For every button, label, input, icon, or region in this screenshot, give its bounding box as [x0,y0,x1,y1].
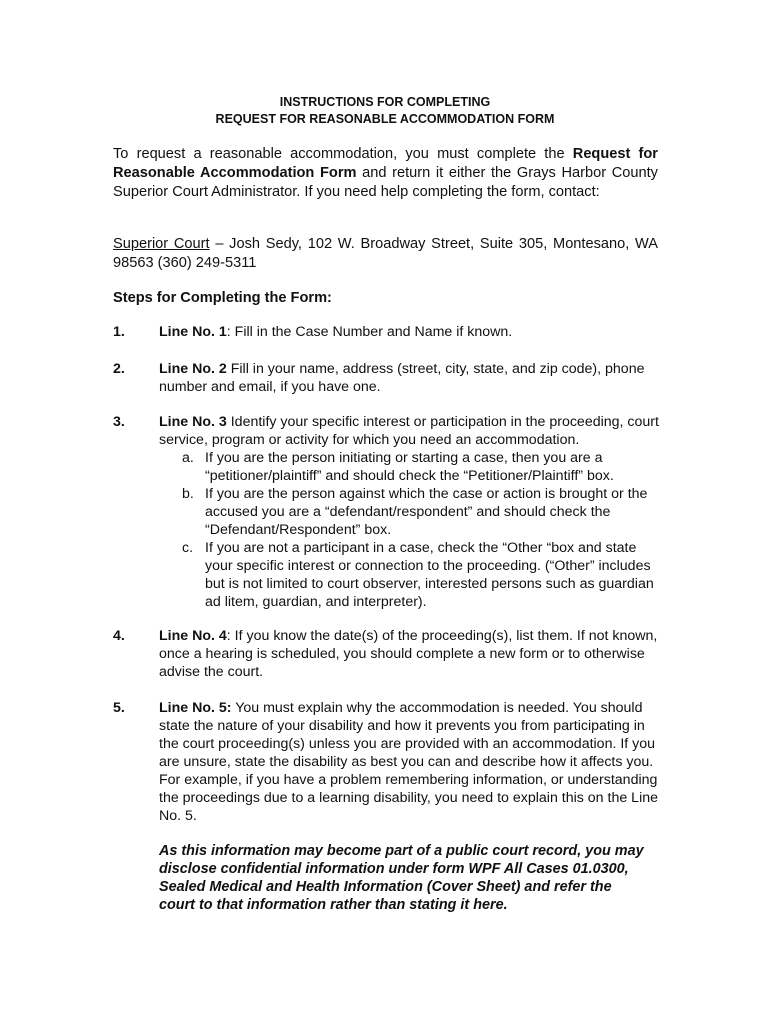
step-body [159,627,659,681]
step-number: 1. [113,324,125,340]
sub-item-b [159,485,659,539]
step-label: Line No. 1 [159,324,227,340]
sub-item-letter: a. [182,450,194,466]
step-body [159,360,659,396]
step-number: 4. [113,628,125,644]
sub-item-text: If you are the person against which the case or action is brought or the accused you are a “defendant/respondent” and should check the “Defendant/Respondent” box. [205,486,648,538]
step-text: Fill in your name, address (street, city, state, and zip code), phone number and email, if you have one. [159,361,645,395]
step-text: : Fill in the Case Number and Name if known. [226,324,513,340]
contact-label: Superior Court [113,236,210,252]
step-body [159,323,659,341]
document-title-line-2: REQUEST FOR REASONABLE ACCOMMODATION FORM [215,112,555,126]
contact-details: – Josh Sedy, 102 W. Broadway Street, Suite 305, Montesano, WA 98563 (360) 249-5311 [113,236,659,271]
step-text: You must explain why the accommodation is needed. You should state the nature of your disability and how it prevents you from participating in the court proceeding(s) unless you are provided with an accommodation. If you are unsure, state the disability as best you can and describe how it affects you. For example, if you have a problem remembering information, or understanding the proceedings due to a learning disability, you need to explain this on the Line No. 5. [159,700,659,824]
step-text: Identify your specific interest or participation in the proceeding, court service, program or activity for which you need an accommodation. [159,414,659,448]
sub-item-a [159,449,659,485]
intro-text-2: and return it either the Grays Harbor County Superior Court Administrator. If you need help completing the form, contact: [113,165,658,200]
sub-item-text: If you are the person initiating or starting a case, then you are a “petitioner/plaintiff” and should check the “Petitioner/Plaintiff” box. [205,450,614,484]
contact-paragraph [113,235,658,273]
step-body [159,413,659,611]
sub-item-letter: c. [182,540,194,556]
intro-text-1: To request a reasonable accommodation, you must complete the [113,146,573,162]
steps-heading: Steps for Completing the Form: [113,290,332,306]
sub-item-letter: b. [182,486,194,502]
step-intro [159,413,659,449]
step-text: : If you know the date(s) of the proceeding(s), list them. If not known, once a hearing is scheduled, you should complete a new form or to otherwise advise the court. [159,628,658,680]
step-body [159,699,659,825]
step-number: 2. [113,361,125,377]
intro-paragraph [113,145,658,202]
sub-item-c [159,539,659,611]
intro-form-name: Request for Reasonable Accommodation Form [113,146,658,181]
step-label: Line No. 2 [159,361,227,377]
document-title-line-1: INSTRUCTIONS FOR COMPLETING [279,95,491,109]
step-label: Line No. 4 [159,628,227,644]
step-label: Line No. 3 [159,414,227,430]
step-number: 5. [113,700,125,716]
confidentiality-notice: As this information may become part of a public court record, you may disclose confidential information under form WPF All Cases 01.0300, Sealed Medical and Health Information (Cover Sheet) and refer the court to that information rather than stating it here. [159,843,644,913]
step-number: 3. [113,414,125,430]
sub-item-text: If you are not a participant in a case, check the “Other “box and state your specific interest or connection to the proceeding. (“Other” includes but is not limited to court observer, interested persons such as guardian ad litem, guardian, and interpreter). [205,540,654,610]
step-label: Line No. 5: [159,700,232,716]
